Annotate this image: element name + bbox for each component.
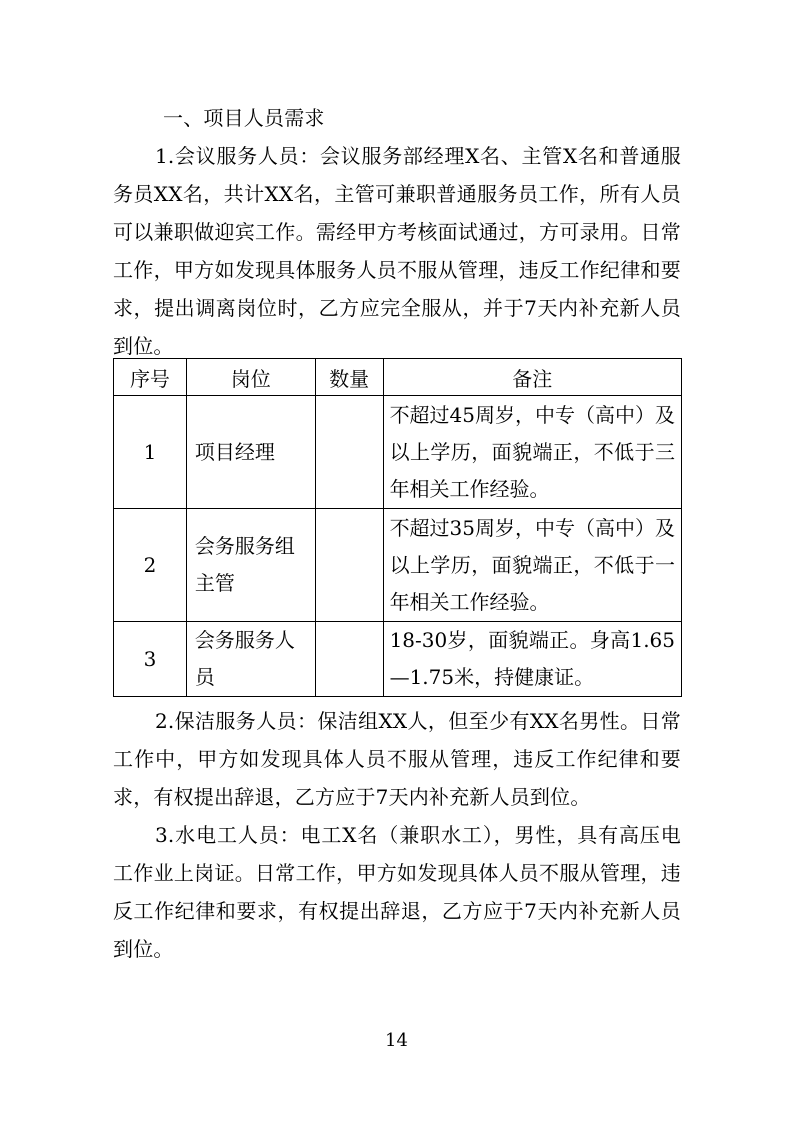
cell-quantity bbox=[315, 396, 383, 509]
paragraph-meeting-staff: 1.会议服务人员：会议服务部经理X名、主管X名和普通服务员XX名，共计XX名，主管可兼职普通服务员工作，所有人员可以兼职做迎宾工作。需经甲方考核面试通过，方可录用。日常工作，甲方如发现具体服务人员不服从管理，违反工作纪律和要求，提出调离岗位时，乙方应完全服从，并于7天内补充新人员到位。 bbox=[113, 144, 681, 358]
table-row bbox=[114, 622, 682, 697]
cell-no: 3 bbox=[114, 622, 187, 697]
table-row bbox=[114, 396, 682, 509]
cell-no: 1 bbox=[114, 396, 187, 509]
header-quantity: 数量 bbox=[315, 359, 383, 396]
page-number: 14 bbox=[385, 1030, 408, 1051]
staff-requirements-table bbox=[113, 358, 682, 697]
cell-no: 2 bbox=[114, 509, 187, 622]
cell-position: 会务服务人员 bbox=[186, 622, 315, 697]
paragraph-cleaning-staff: 2.保洁服务人员：保洁组XX人，但至少有XX名男性。日常工作中，甲方如发现具体人员不服从管理，违反工作纪律和要求，有权提出辞退，乙方应于7天内补充新人员到位。 bbox=[113, 709, 681, 809]
table-row bbox=[114, 509, 682, 622]
section-top bbox=[113, 99, 681, 365]
cell-position: 会务服务组主管 bbox=[186, 509, 315, 622]
header-note: 备注 bbox=[383, 359, 681, 396]
cell-position: 项目经理 bbox=[186, 396, 315, 509]
header-no: 序号 bbox=[114, 359, 187, 396]
cell-quantity bbox=[315, 509, 383, 622]
section-heading: 一、项目人员需求 bbox=[163, 106, 325, 130]
cell-note: 18-30岁，面貌端正。身高1.65—1.75米，持健康证。 bbox=[383, 622, 681, 697]
cell-quantity bbox=[315, 622, 383, 697]
table-header-row bbox=[114, 359, 682, 396]
header-position: 岗位 bbox=[186, 359, 315, 396]
cell-note: 不超过35周岁，中专（高中）及以上学历，面貌端正，不低于一年相关工作经验。 bbox=[383, 509, 681, 622]
cell-note: 不超过45周岁，中专（高中）及以上学历，面貌端正，不低于三年相关工作经验。 bbox=[383, 396, 681, 509]
section-bottom bbox=[113, 702, 681, 968]
paragraph-electrician-staff: 3.水电工人员：电工X名（兼职水工），男性，具有高压电工作业上岗证。日常工作，甲方如发现具体人员不服从管理，违反工作纪律和要求，有权提出辞退，乙方应于7天内补充新人员到位。 bbox=[113, 823, 681, 961]
